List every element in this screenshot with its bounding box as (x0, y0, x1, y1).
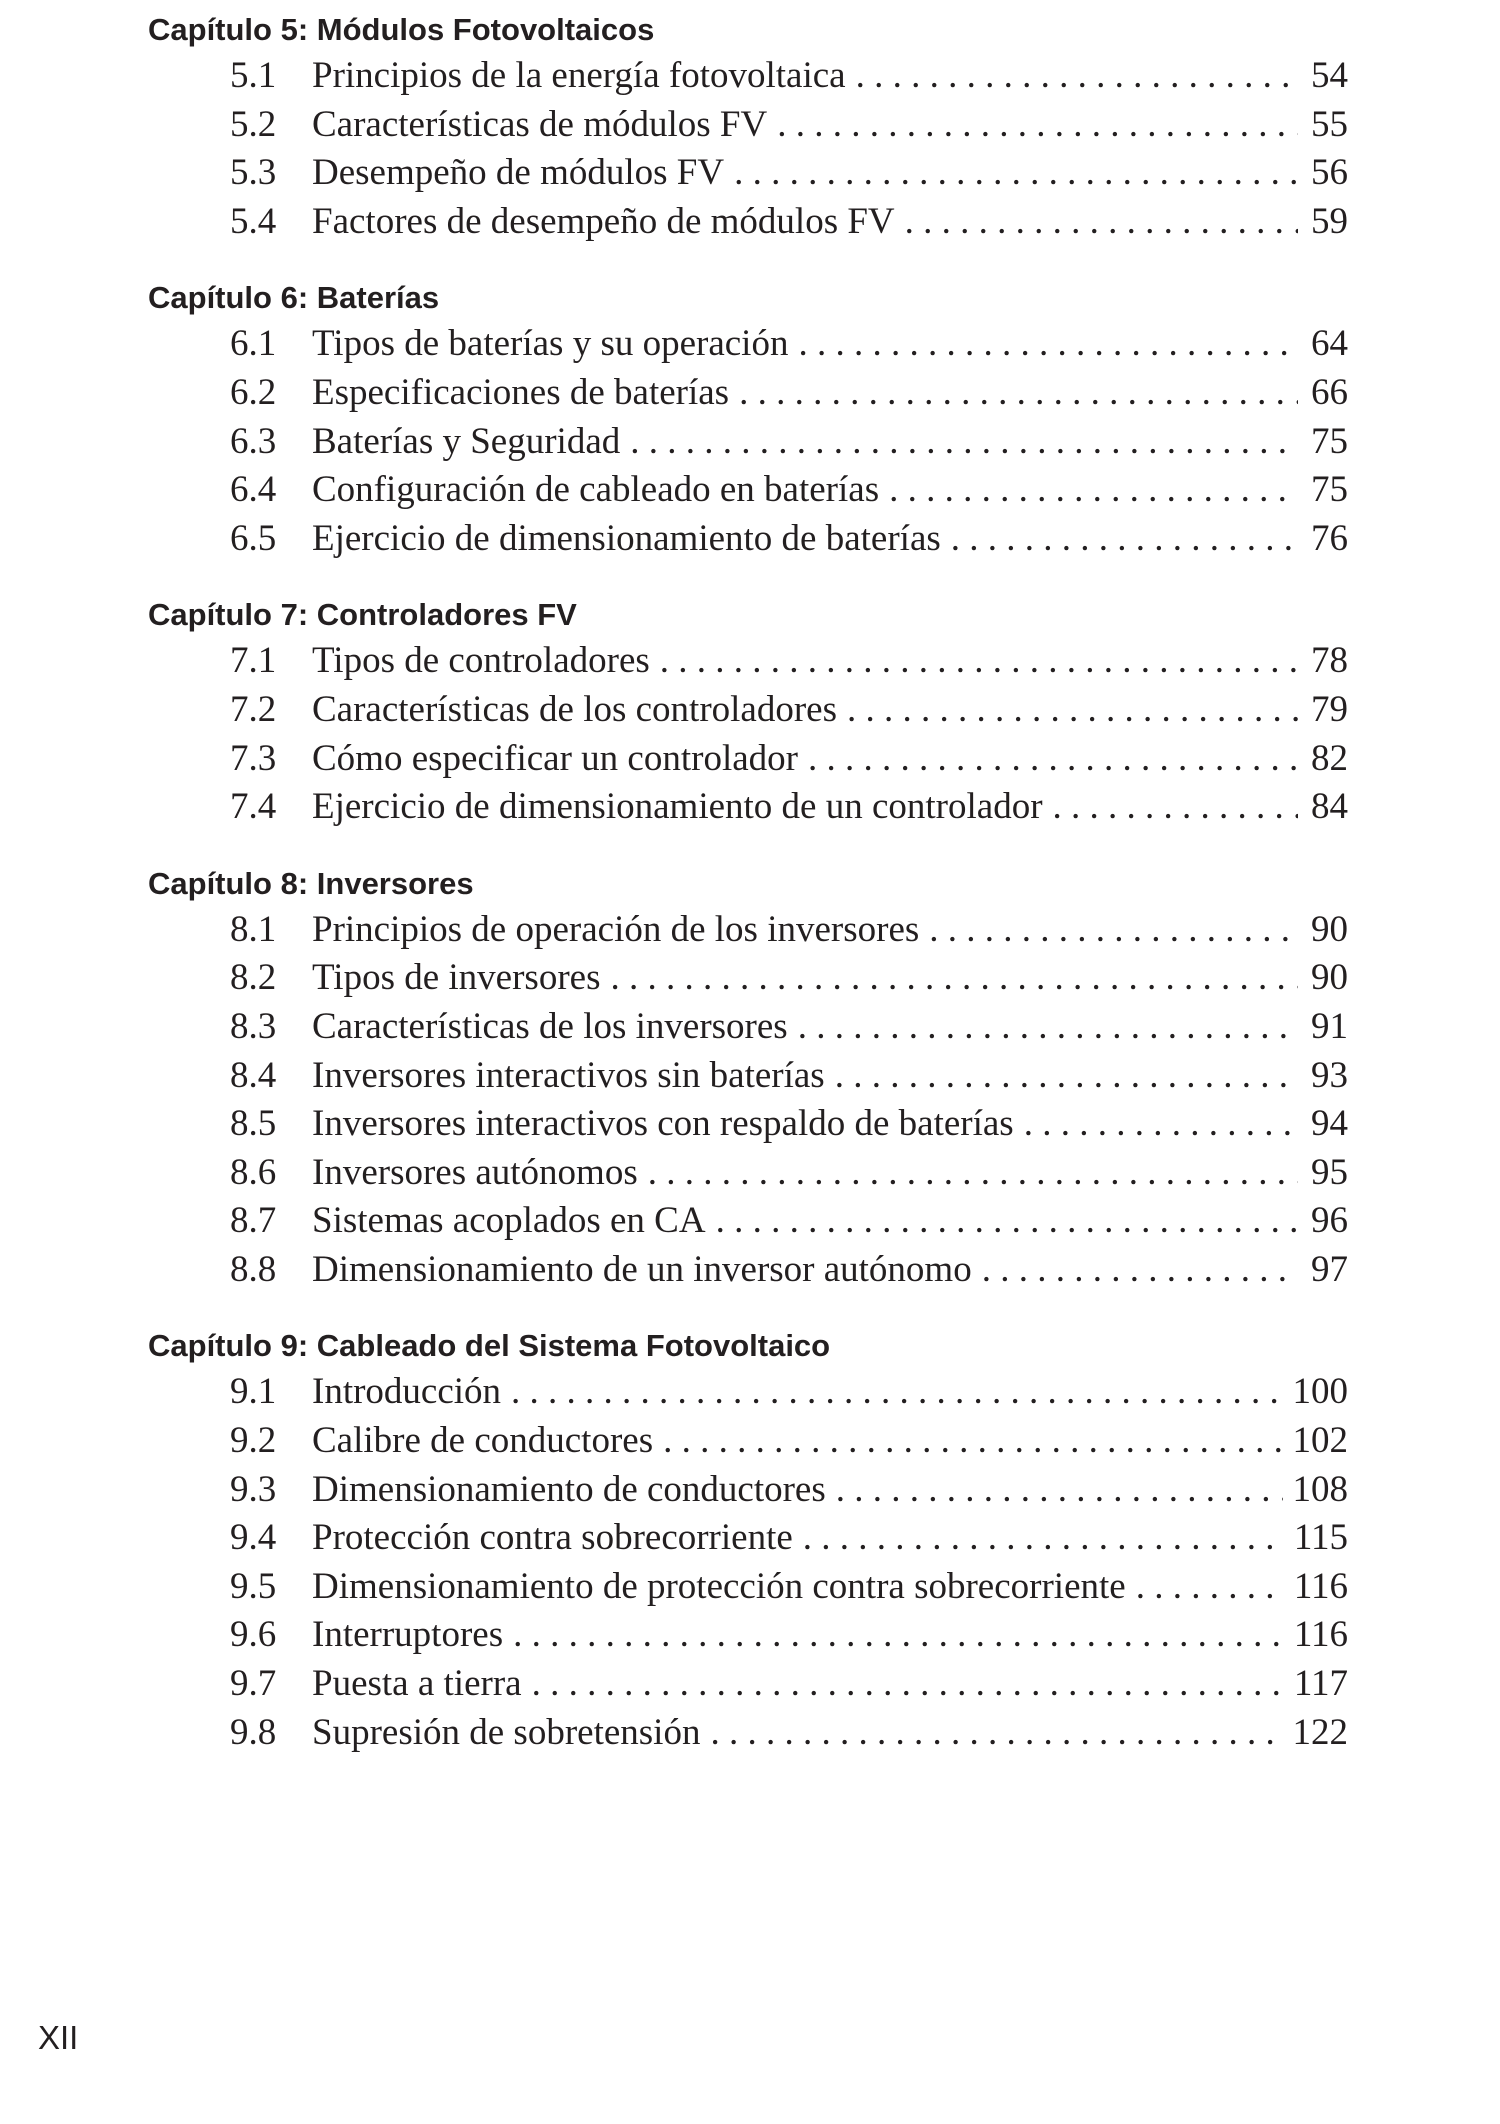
section-number: 8.6 (230, 1151, 277, 1193)
toc-entry[interactable] (148, 1417, 1348, 1466)
dot-leader (513, 1611, 1284, 1660)
section-number: 8.7 (230, 1200, 277, 1242)
toc-entry[interactable] (148, 369, 1348, 418)
section-number: 5.3 (230, 152, 277, 194)
section-title: Tipos de baterías y su operación (312, 323, 789, 365)
section-title: Cómo especificar un controlador (312, 737, 798, 779)
toc-entry[interactable] (148, 149, 1348, 198)
section-title: Principios de la energía fotovoltaica (312, 55, 846, 96)
toc-entry[interactable] (148, 1100, 1348, 1149)
toc-entry[interactable] (148, 198, 1348, 247)
section-number: 7.1 (230, 640, 277, 682)
dot-leader (798, 1003, 1298, 1052)
page-reference: 116 (1293, 1614, 1348, 1656)
page-reference: 64 (1311, 323, 1348, 365)
section-title: Protección contra sobrecorriente (312, 1517, 793, 1559)
section-title: Inversores interactivos con respaldo de baterías (312, 1103, 1014, 1145)
section-title: Baterías y Seguridad (312, 420, 621, 462)
page-number: XII (38, 2019, 79, 2056)
dot-leader (847, 686, 1298, 735)
section-number: 9.4 (230, 1517, 277, 1559)
section-title: Factores de desempeño de módulos FV (312, 200, 895, 242)
section-number: 7.4 (230, 786, 277, 828)
section-number: 6.5 (230, 517, 277, 559)
chapter-section (148, 1324, 1348, 1757)
page-reference: 66 (1311, 371, 1348, 413)
section-title: Desempeño de módulos FV (312, 152, 725, 194)
toc-entry[interactable] (148, 1197, 1348, 1246)
dot-leader (836, 1466, 1283, 1515)
chapter-section (148, 276, 1348, 563)
section-title: Dimensionamiento de protección contra sobrecorriente (312, 1565, 1126, 1607)
section-number: 9.5 (230, 1565, 277, 1607)
section-number: 5.4 (230, 200, 277, 242)
page-reference: 95 (1311, 1151, 1348, 1193)
dot-leader (1053, 783, 1298, 832)
dot-leader (1024, 1100, 1298, 1149)
toc-entry[interactable] (148, 1611, 1348, 1660)
page-reference: 84 (1311, 786, 1348, 828)
toc-entry[interactable] (148, 1709, 1348, 1758)
section-title: Especificaciones de baterías (312, 371, 730, 413)
section-number: 8.1 (230, 908, 277, 950)
dot-leader (630, 418, 1298, 467)
dot-leader (889, 466, 1298, 515)
section-title: Características de los inversores (312, 1005, 788, 1047)
dot-leader (660, 637, 1298, 686)
toc-body (148, 8, 1348, 1757)
section-number: 8.4 (230, 1054, 277, 1096)
dot-leader (734, 149, 1298, 198)
page-reference: 115 (1293, 1517, 1348, 1559)
section-number: 5.2 (230, 103, 277, 145)
toc-entry[interactable] (148, 637, 1348, 686)
chapter-title: Capítulo 6: Baterías (148, 280, 440, 316)
toc-entry[interactable] (148, 1466, 1348, 1515)
dot-leader (808, 735, 1298, 784)
toc-entry[interactable] (148, 515, 1348, 564)
section-title: Interruptores (312, 1614, 504, 1656)
dot-leader (798, 320, 1298, 369)
section-number: 8.5 (230, 1103, 277, 1145)
dot-leader (716, 1197, 1298, 1246)
toc-entry[interactable] (148, 466, 1348, 515)
section-title: Dimensionamiento de un inversor autónomo (312, 1248, 972, 1290)
section-number: 9.1 (230, 1371, 277, 1413)
chapter-title: Capítulo 9: Cableado del Sistema Fotovoltaico (148, 1328, 831, 1364)
dot-leader (929, 906, 1298, 955)
chapter-section (148, 8, 1348, 246)
section-number: 6.1 (230, 323, 277, 365)
dot-leader (835, 1052, 1298, 1101)
section-title: Tipos de controladores (312, 640, 650, 682)
toc-entry[interactable] (148, 1246, 1348, 1295)
section-number: 6.3 (230, 420, 277, 462)
toc-entry[interactable] (148, 1003, 1348, 1052)
section-number: 8.2 (230, 957, 277, 999)
dot-leader (532, 1660, 1284, 1709)
page-reference: 82 (1311, 737, 1348, 779)
page-reference: 59 (1311, 200, 1348, 242)
table-of-contents (148, 8, 1348, 1787)
section-title: Configuración de cableado en baterías (312, 469, 880, 511)
dot-leader (710, 1709, 1282, 1758)
toc-entry[interactable] (148, 954, 1348, 1003)
section-title: Inversores interactivos sin baterías (312, 1054, 825, 1096)
dot-leader (856, 52, 1298, 101)
dot-leader (982, 1246, 1298, 1295)
dot-leader (777, 101, 1298, 150)
section-title: Ejercicio de dimensionamiento de un controlador (312, 786, 1043, 828)
toc-entry[interactable] (148, 101, 1348, 150)
toc-entry[interactable] (148, 783, 1348, 832)
section-number: 9.8 (230, 1711, 277, 1753)
page-reference: 56 (1311, 152, 1348, 194)
section-number: 9.3 (230, 1468, 277, 1510)
page-reference: 90 (1311, 957, 1348, 999)
page-reference: 122 (1292, 1711, 1348, 1753)
toc-entry[interactable] (148, 735, 1348, 784)
page-reference: 116 (1293, 1565, 1348, 1607)
page-reference: 94 (1311, 1103, 1348, 1145)
page-reference: 97 (1311, 1248, 1348, 1290)
section-number: 8.3 (230, 1005, 277, 1047)
page-reference: 91 (1311, 1005, 1348, 1047)
page-reference: 75 (1311, 469, 1348, 511)
chapter-title: Capítulo 7: Controladores FV (148, 597, 577, 633)
page-reference: 102 (1292, 1420, 1348, 1462)
section-number: 9.6 (230, 1614, 277, 1656)
section-title: Puesta a tierra (312, 1663, 522, 1705)
dot-leader (739, 369, 1298, 418)
section-title: Inversores autónomos (312, 1151, 638, 1193)
section-title: Calibre de conductores (312, 1420, 654, 1462)
page-reference: 55 (1311, 103, 1348, 145)
page-reference: 96 (1311, 1200, 1348, 1242)
page-reference: 108 (1292, 1468, 1348, 1510)
toc-entry[interactable] (148, 1149, 1348, 1198)
page-reference: 54 (1311, 55, 1348, 96)
section-title: Sistemas acoplados en CA (312, 1200, 706, 1242)
toc-entry[interactable] (148, 1514, 1348, 1563)
section-title: Características de los controladores (312, 688, 837, 730)
toc-entry[interactable] (148, 906, 1348, 955)
toc-entry[interactable] (148, 1563, 1348, 1612)
toc-entry[interactable] (148, 686, 1348, 735)
section-title: Principios de operación de los inversores (312, 908, 920, 950)
toc-entry[interactable] (148, 320, 1348, 369)
page-reference: 100 (1292, 1371, 1348, 1413)
section-number: 9.7 (230, 1663, 277, 1705)
toc-entry[interactable] (148, 52, 1348, 101)
chapter-title: Capítulo 8: Inversores (148, 865, 474, 901)
section-number: 7.3 (230, 737, 277, 779)
page-reference: 78 (1311, 640, 1348, 682)
toc-entry[interactable] (148, 418, 1348, 467)
dot-leader (663, 1417, 1282, 1466)
dot-leader (1136, 1563, 1284, 1612)
page-reference: 79 (1311, 688, 1348, 730)
page-reference: 90 (1311, 908, 1348, 950)
section-number: 9.2 (230, 1420, 277, 1462)
section-title: Supresión de sobretensión (312, 1711, 701, 1753)
section-title: Introducción (312, 1371, 502, 1413)
toc-entry[interactable] (148, 1660, 1348, 1709)
section-number: 8.8 (230, 1248, 277, 1290)
dot-leader (610, 954, 1298, 1003)
section-title: Dimensionamiento de conductores (312, 1468, 826, 1510)
section-title: Características de módulos FV (312, 103, 768, 145)
toc-entry[interactable] (148, 1368, 1348, 1417)
page-reference: 76 (1311, 517, 1348, 559)
toc-entry[interactable] (148, 1052, 1348, 1101)
section-number: 6.4 (230, 469, 277, 511)
page-reference: 93 (1311, 1054, 1348, 1096)
page-reference: 75 (1311, 420, 1348, 462)
section-number: 6.2 (230, 371, 277, 413)
dot-leader (905, 198, 1298, 247)
page-reference: 117 (1293, 1663, 1348, 1705)
dot-leader (951, 515, 1298, 564)
dot-leader (648, 1149, 1298, 1198)
chapter-section (148, 593, 1348, 831)
section-number: 7.2 (230, 688, 277, 730)
section-title: Ejercicio de dimensionamiento de baterías (312, 517, 941, 559)
dot-leader (511, 1368, 1282, 1417)
chapter-section (148, 862, 1348, 1295)
dot-leader (803, 1514, 1284, 1563)
chapter-title: Capítulo 5: Módulos Fotovoltaicos (148, 12, 655, 47)
section-number: 5.1 (230, 55, 277, 96)
section-title: Tipos de inversores (312, 957, 601, 999)
